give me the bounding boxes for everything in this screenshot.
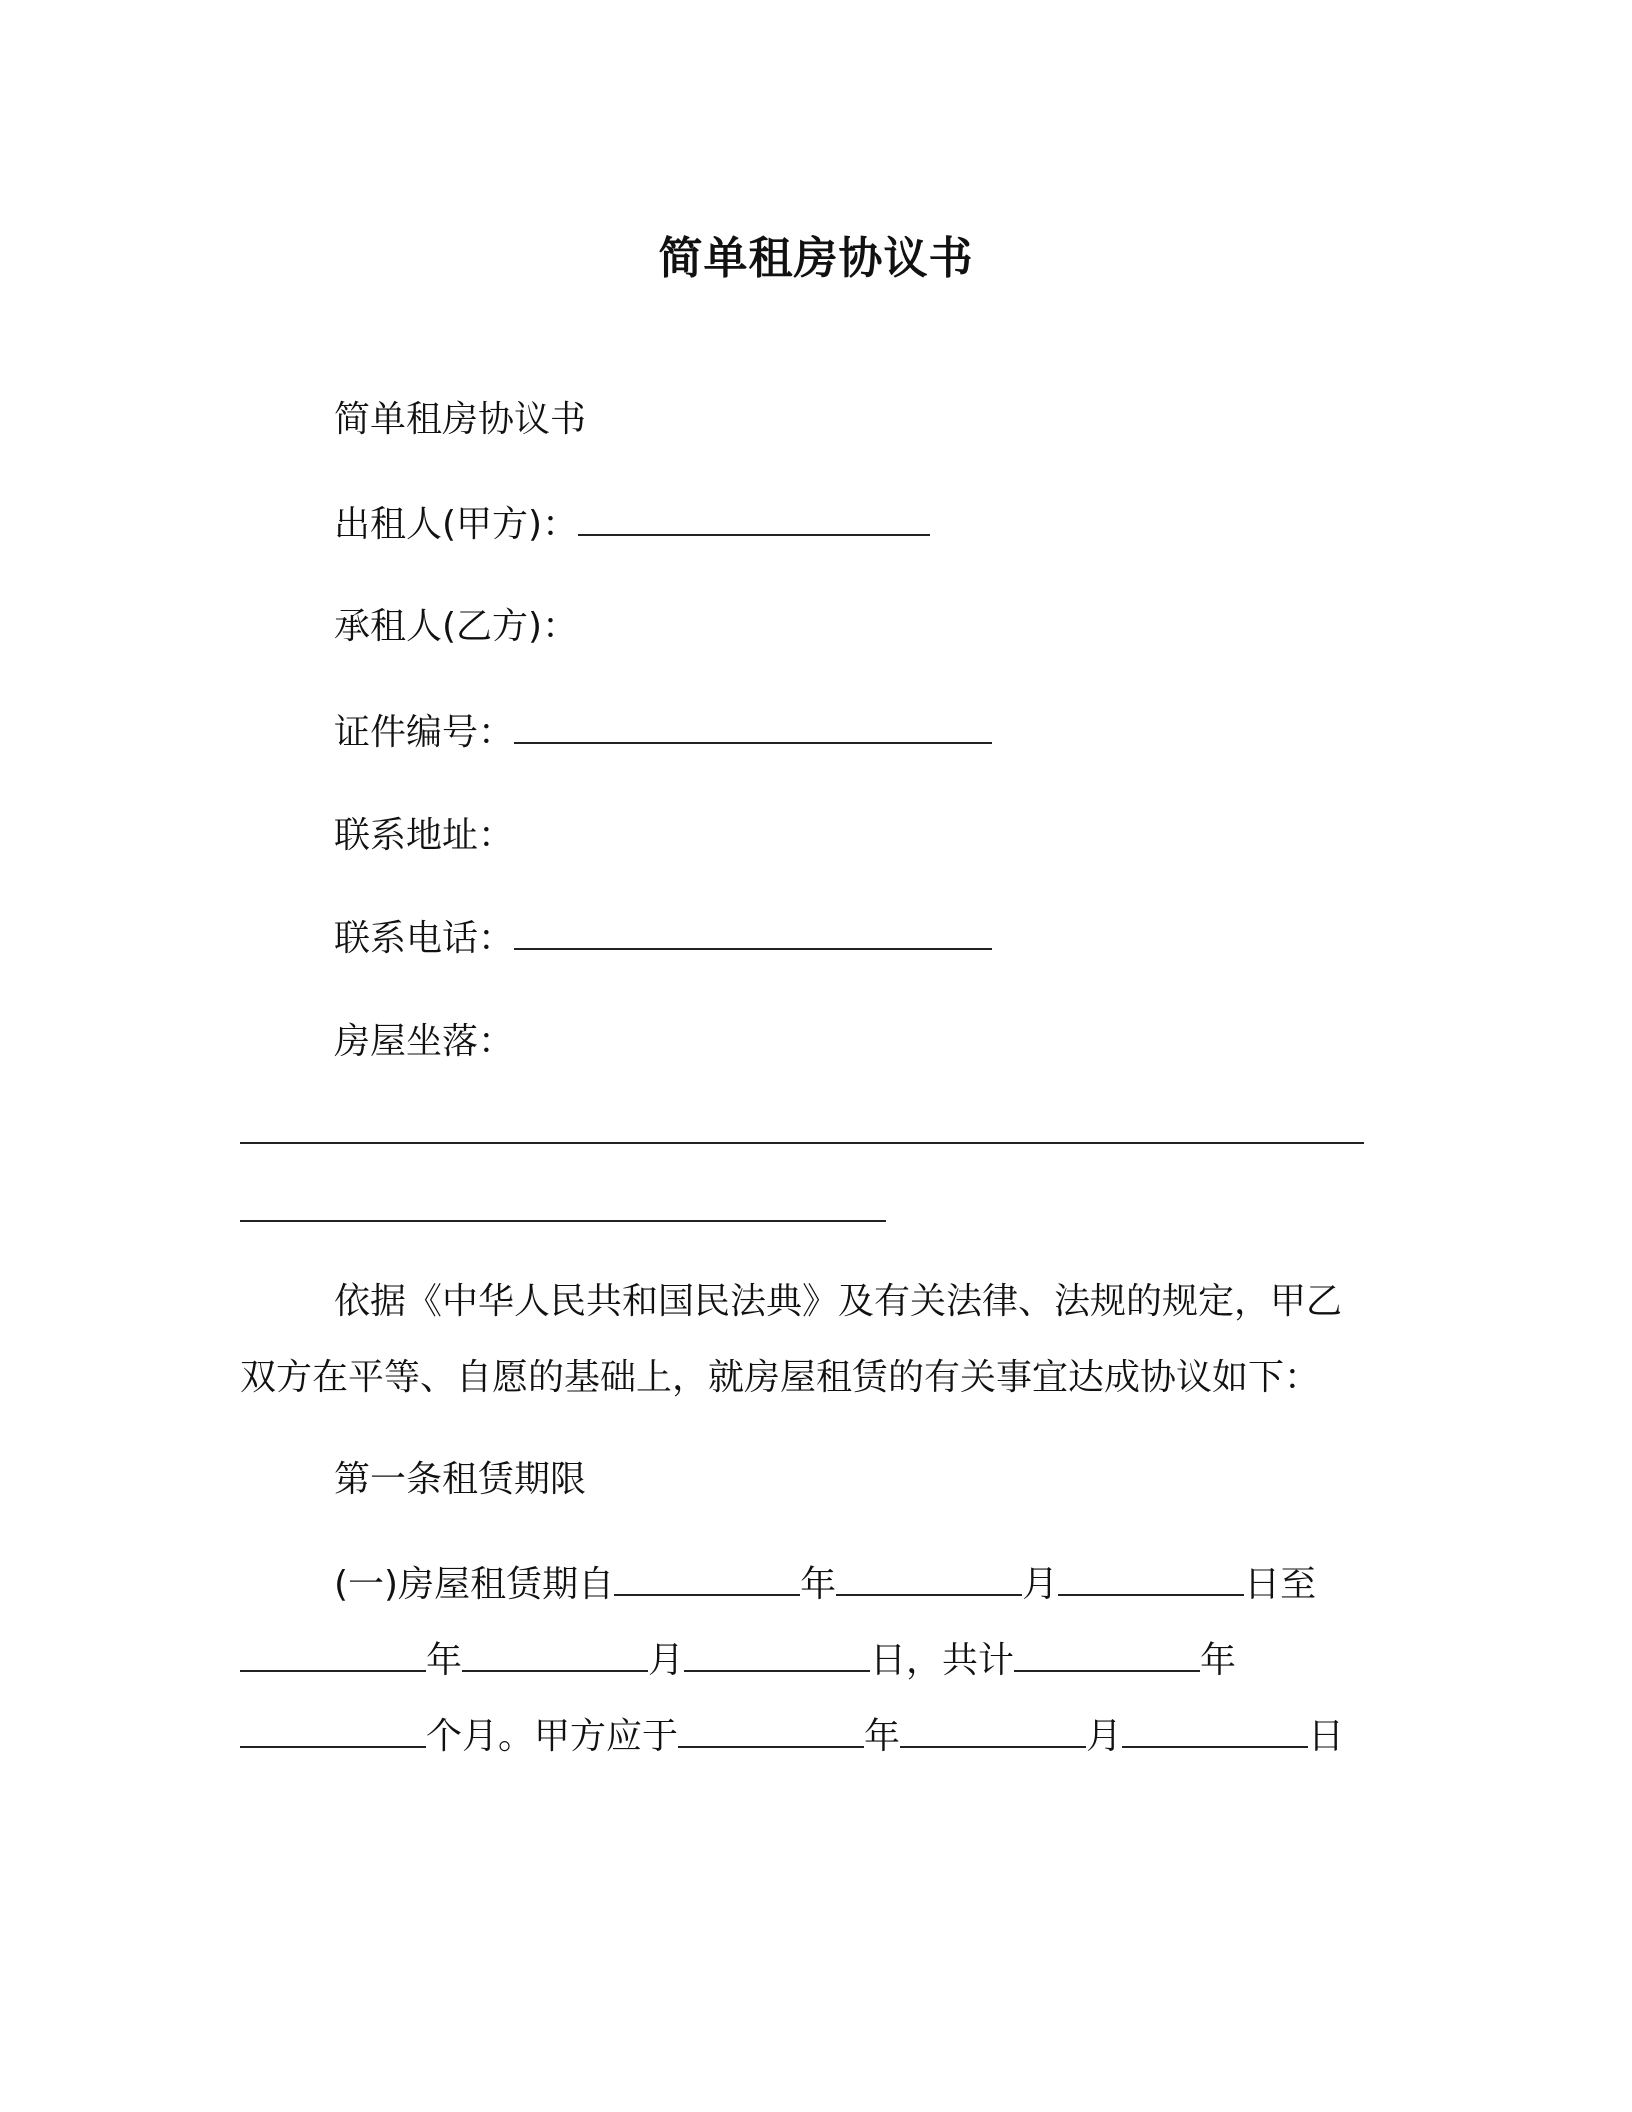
house-location-blank-2[interactable]: [240, 1186, 886, 1222]
month-label: 月: [648, 1640, 685, 1681]
end-year-blank[interactable]: [240, 1636, 426, 1672]
delivery-year-blank[interactable]: [678, 1712, 864, 1748]
phone-row: [334, 914, 992, 963]
end-month-blank[interactable]: [462, 1636, 648, 1672]
end-day-blank[interactable]: [684, 1636, 870, 1672]
delivery-month-blank[interactable]: [900, 1712, 1086, 1748]
clause-1-line-2: [240, 1636, 1236, 1685]
lessor-blank[interactable]: [578, 500, 930, 536]
day-label: 日: [1308, 1716, 1345, 1757]
delivery-day-blank[interactable]: [1122, 1712, 1308, 1748]
total-year-blank[interactable]: [1014, 1636, 1200, 1672]
year-label: 年: [800, 1564, 837, 1605]
house-location-blank-row-2: [240, 1186, 886, 1235]
intro-line-2: 双方在平等、自愿的基础上，就房屋租赁的有关事宜达成协议如下：: [240, 1357, 1321, 1398]
phone-label: 联系电话：: [334, 918, 515, 959]
day-total-label: 日，共计: [870, 1640, 1015, 1681]
day-to-label: 日至: [1244, 1564, 1317, 1605]
clause-1-prefix: (一)房屋租赁期自: [334, 1564, 615, 1605]
lessor-label: 出租人(甲方)：: [334, 504, 579, 545]
start-day-blank[interactable]: [1058, 1560, 1244, 1596]
lessor-row: [334, 500, 930, 549]
clause-1-line-3: [240, 1712, 1344, 1761]
year-label: 年: [1200, 1640, 1237, 1681]
address-label: 联系地址：: [334, 815, 515, 856]
id-blank[interactable]: [514, 708, 992, 744]
house-location-label: 房屋坐落：: [334, 1021, 515, 1062]
total-month-blank[interactable]: [240, 1712, 426, 1748]
house-location-blank-1[interactable]: [240, 1108, 1364, 1144]
clause-1-line-1: [334, 1560, 1316, 1609]
phone-blank[interactable]: [514, 914, 992, 950]
lessee-row: [334, 603, 578, 651]
lessee-label: 承租人(乙方)：: [334, 606, 579, 647]
start-month-blank[interactable]: [836, 1560, 1022, 1596]
document-subtitle: 简单租房协议书: [334, 399, 587, 440]
id-row: [334, 708, 992, 757]
start-year-blank[interactable]: [614, 1560, 800, 1596]
month-label: 月: [1086, 1716, 1123, 1757]
id-label: 证件编号：: [334, 712, 515, 753]
document-title: 简单租房协议书: [658, 233, 974, 284]
house-location-blank-row-1: [240, 1108, 1364, 1157]
house-location-row: [334, 1018, 514, 1066]
address-row: [334, 812, 514, 860]
year-label: 年: [864, 1716, 901, 1757]
month-label: 月: [1022, 1564, 1059, 1605]
article-1-title: 第一条租赁期限: [334, 1459, 587, 1500]
intro-line-1: 依据《中华人民共和国民法典》及有关法律、法规的规定，甲乙: [334, 1281, 1343, 1322]
month-period-label: 个月。甲方应于: [426, 1716, 679, 1757]
year-label: 年: [426, 1640, 463, 1681]
